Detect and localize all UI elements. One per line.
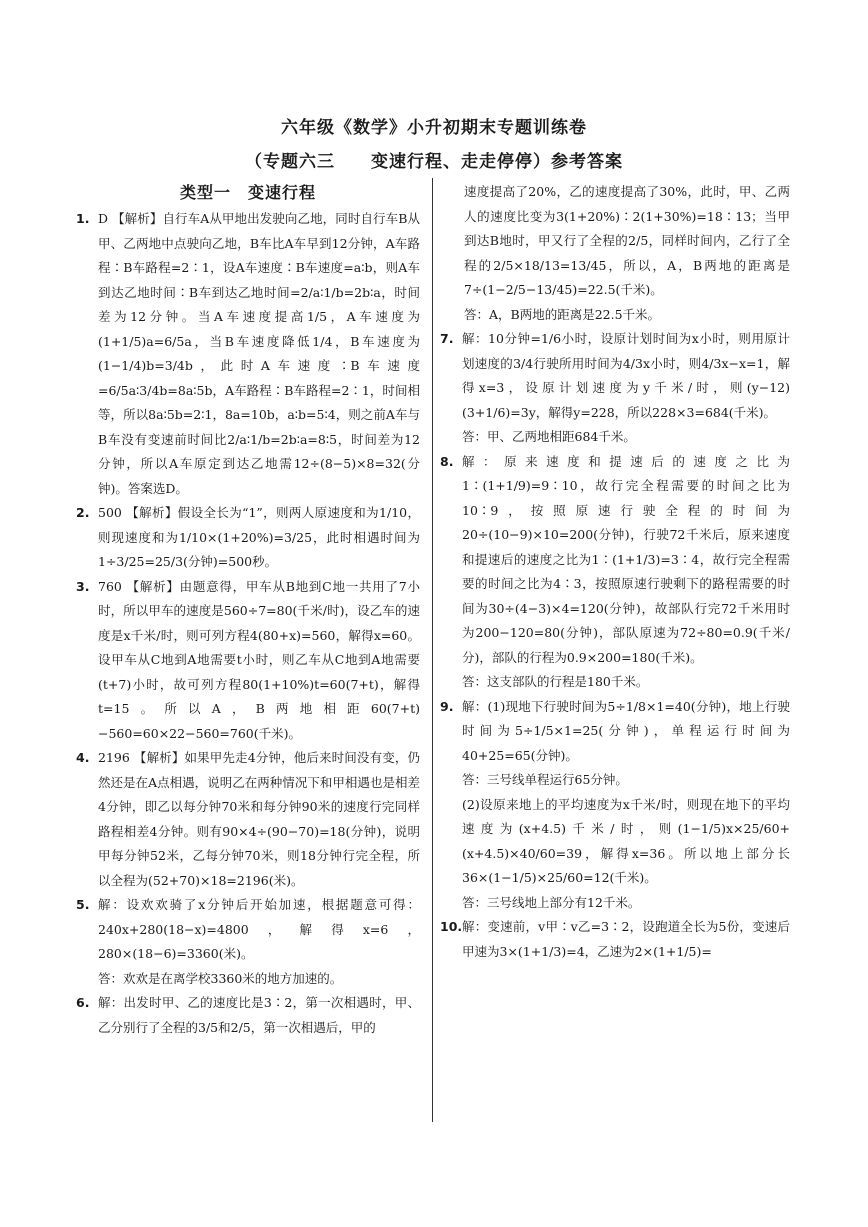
item-number: 1. [76, 211, 90, 226]
answer-item-3 [76, 575, 420, 747]
item-text: 解：出发时甲、乙的速度比是3∶2，第一次相遇时，甲、乙分别行了全程的3/5和2/5，第一次相遇后，甲的 [98, 995, 420, 1035]
answer-item-8 [440, 450, 790, 695]
item-answer: 答：欢欢是在离学校3360米的地方加速的。 [98, 970, 343, 986]
page-title: 六年级《数学》小升初期末专题训练卷 [281, 118, 587, 138]
item-number: 7. [440, 331, 454, 346]
item-number: 8. [440, 453, 454, 469]
item-text-part-2: (2)设原来地上的平均速度为x千米/时，则现在地下的平均速度为(x+4.5)千米/时，则(1−1/5)x×25/60+(x+4.5)×40/60=39，解得x=36。所以地上部分长36×(1−1/5)×25/60=12(千米)。 [462, 796, 790, 885]
item-6-continuation: 速度提高了20%，乙的速度提高了30%，此时，甲、乙两人的速度比变为3(1+20%)∶2(1+30%)=18∶13；当甲到达B地时，甲又行了全程的2/5，同样时间内，乙行了全程的2/5×18/13=13/45，所以，A，B两地的距离是7÷(1−2/5−13/45)=22.5(千米)。 [464, 184, 790, 297]
answer-item-5 [76, 893, 420, 991]
left-column [76, 180, 420, 1040]
answer-item-10 [440, 915, 790, 964]
item-number: 5. [76, 897, 90, 912]
answer-item-1 [76, 207, 420, 501]
answer-item-4 [76, 746, 420, 893]
item-text: 解：原来速度和提速后的速度之比为1∶(1+1/9)=9∶10，故行完全程需要的时间之比为10∶9，按照原速行驶全程的时间为20÷(10−9)×10=200(分钟)，行驶72千米后，原来速度和提速后的速度之比为1∶(1+1/3)=3∶4，故行完全程需要的时间之比为4∶3，按照原速行驶剩下的路程需要的时间为30÷(4−3)×4=120(分钟)，故部队行完72千米用时为200−120=80(分钟)，部队原速为72÷80=0.9(千米/分)，部队的行程为0.9×200=180(千米)。 [462, 453, 790, 665]
item-answer: 答：三号线单程运行65分钟。 [462, 772, 628, 787]
item-number: 3. [76, 578, 90, 594]
item-6-answer: 答：A，B两地的距离是22.5千米。 [464, 306, 661, 322]
answer-item-6 [76, 991, 420, 1040]
column-divider [432, 178, 433, 1122]
page-subtitle: （专题六三 变速行程、走走停停）参考答案 [245, 152, 623, 172]
answer-item-7 [440, 327, 790, 450]
item-number: 2. [76, 505, 90, 520]
item-text: 解：10分钟=1/6小时，设原计划时间为x小时，则用原计划速度的3/4行驶所用时间为4/3x小时，则4/3x−x=1，解得x=3，设原计划速度为y千米/时，则(y−12)(3+1/6)=3y，解得y=228，所以228×3=684(千米)。 [462, 331, 790, 420]
item-number: 10. [440, 919, 463, 934]
answer-item-2 [76, 501, 420, 575]
item-answer: 答：这支部队的行程是180千米。 [462, 674, 649, 689]
right-column [440, 180, 790, 964]
item-text: 解：(1)现地下行驶时间为5÷1/8×1=40(分钟)，地上行驶时间为5÷1/5×1=25(分钟)，单程运行时间为40+25=65(分钟)。 [462, 698, 790, 763]
section-title: 类型一 变速行程 [179, 183, 316, 202]
item-text: 2196 【解析】如果甲先走4分钟，他后来时间没有变，仍然还是在A点相遇，说明乙在两种情况下和甲相遇也是相差4分钟，即乙以每分钟70米和每分钟90米的速度行完同样路程相差4分钟。则有90×4÷(90−70)=18(分钟)，说明甲每分钟52米，乙每分钟70米，则18分钟行完全程，所以全程为(52+70)×18=2196(米)。 [98, 750, 420, 888]
item-number: 9. [440, 698, 454, 714]
item-number: 6. [76, 995, 90, 1010]
item-number: 4. [76, 750, 90, 765]
item-text: 解：变速前，v甲∶v乙=3∶2，设跑道全长为5份，变速后甲速为3×(1+1/3)=4，乙速为2×(1+1/5)= [462, 919, 790, 959]
item-text: D 【解析】自行车A从甲地出发驶向乙地，同时自行车B从甲、乙两地中点驶向乙地，B车比A车早到12分钟，A车路程∶B车路程=2∶1，设A车速度∶B车速度=a∶b，则A车到达乙地时间∶B车到达乙地时间=2/a∶1/b=2b∶a，时间差为12分钟。当A车速度提高1/5，A车速度为(1+1/5)a=6/5a，当B车速度降低1/4，B车速度为(1−1/4)b=3/4b，此时A车速度∶B车速度=6/5a∶3/4b=8a∶5b，A车路程∶B车路程=2∶1，时间相等，所以8a∶5b=2∶1，8a=10b，a∶b=5∶4，则之前A车与B车没有变速前时间比2/a∶1/b=2b∶a=8∶5，时间差为12分钟，所以A车原定到达乙地需12÷(8−5)×8=32(分钟)。答案选D。 [98, 211, 420, 496]
item-text: 解：设欢欢骑了x分钟后开始加速，根据题意可得：240x+280(18−x)=4800，解得x=6，280×(18−6)=3360(米)。 [98, 897, 420, 961]
item-text: 760 【解析】由题意得，甲车从B地到C地一共用了7小时，所以甲车的速度是560÷7=80(千米/时)，设乙车的速度是x千米/时，则可列方程4(80+x)=560，解得x=60。设甲车从C地到A地需要t小时，则乙车从C地到A地需要(t+7)小时，故可列方程80(1+10%)t=60(7+t)，解得t=15。所以A，B两地相距60(7+t)−560=60×22−560=760(千米)。 [98, 578, 420, 741]
item-answer: 答：甲、乙两地相距684千米。 [462, 429, 636, 444]
answer-item-9 [440, 695, 790, 916]
item-answer-part-2: 答：三号线地上部分有12千米。 [462, 894, 641, 910]
item-text: 500 【解析】假设全长为“1”，则两人原速度和为1/10，则现速度和为1/10×(1+20%)=3/25，此时相遇时间为1÷3/25=25/3(分钟)=500秒。 [98, 505, 420, 569]
